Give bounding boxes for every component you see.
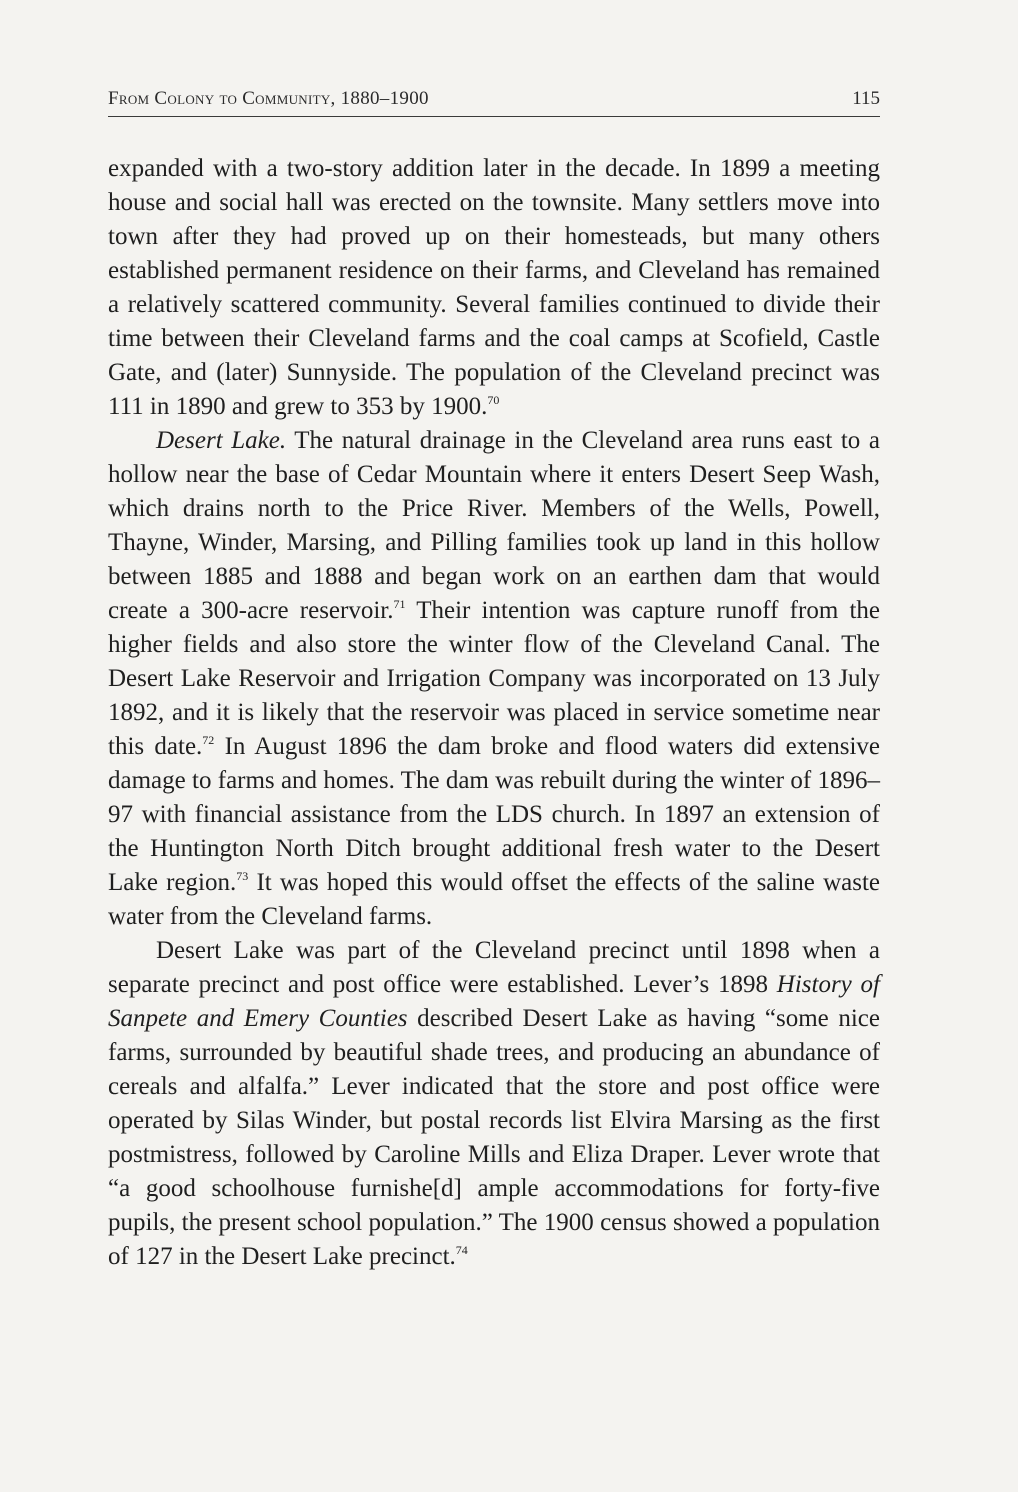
paragraph-text: Their intention was capture runoff from the higher fields and also store the winter flow of the Cleveland Canal. The Desert Lake Reservoir and Irrigation Company was incorporated on 13 July 1892, and it is likely that the reservoir was placed in service sometime near this date. <box>108 597 880 760</box>
paragraph-text: described Desert Lake as having “some nice farms, surrounded by beautiful shade trees, and producing an abundance of cereals and alfalfa.” Lever indicated that the store and post office were operated by Silas Winder, but postal records list Elvira Marsing as the first postmistress, followed by Caroline Mills and Eliza Draper. Lever wrote that “a good schoolhouse furnishe[d] ample accommodations for forty-five pupils, the present school population.” The 1900 census showed a population of 127 in the Desert Lake precinct. <box>108 1005 880 1270</box>
running-head <box>108 88 880 117</box>
paragraph-1 <box>108 152 880 424</box>
running-title: From Colony to Community, 1880–1900 <box>108 88 429 109</box>
paragraph-3 <box>108 934 880 1274</box>
paragraph-text: The natural drainage in the Cleveland area runs east to a hollow near the base of Cedar Mountain where it enters Desert Seep Wash, which drains north to the Price River. Members of the Wells, Powell, Thayne, Winder, Marsing, and Pilling families took up land in this hollow between 1885 and 1888 and began work on an earthen dam that would create a 300-acre reservoir. <box>108 427 881 624</box>
footnote-ref-71: 71 <box>393 597 406 611</box>
footnote-ref-72: 72 <box>202 733 215 747</box>
paragraph-text: In August 1896 the dam broke and flood waters did extensive damage to farms and homes. The dam was rebuilt during the winter of 1896–97 with financial assistance from the LDS church. In 1897 an extension of the Huntington North Ditch brought additional fresh water to the Desert Lake region. <box>108 733 880 896</box>
page-number: 115 <box>852 88 880 109</box>
book-title: History of Sanpete and Emery Counties <box>108 971 881 1032</box>
footnote-ref-73: 73 <box>236 869 249 883</box>
body-text <box>108 152 880 1274</box>
paragraph-text: Desert Lake was part of the Cleveland precinct until 1898 when a separate precinct and post office were established. Lever’s 1898 <box>108 937 880 998</box>
section-run-in-heading: Desert Lake. <box>156 427 287 454</box>
footnote-ref-74: 74 <box>455 1243 468 1257</box>
paragraph-text: It was hoped this would offset the effects of the saline waste water from the Cleveland farms. <box>108 869 880 930</box>
footnote-ref-70: 70 <box>487 393 500 407</box>
paragraph-text: expanded with a two-story addition later in the decade. In 1899 a meeting house and social hall was erected on the townsite. Many settlers move into town after they had proved up on their homesteads, but many others established permanent residence on their farms, and Cleveland has remained a relatively scattered community. Several families continued to divide their time between their Cleveland farms and the coal camps at Scofield, Castle Gate, and (later) Sunnyside. The population of the Cleveland precinct was 111 in 1890 and grew to 353 by 1900. <box>108 155 880 420</box>
paragraph-desert-lake <box>108 424 880 934</box>
